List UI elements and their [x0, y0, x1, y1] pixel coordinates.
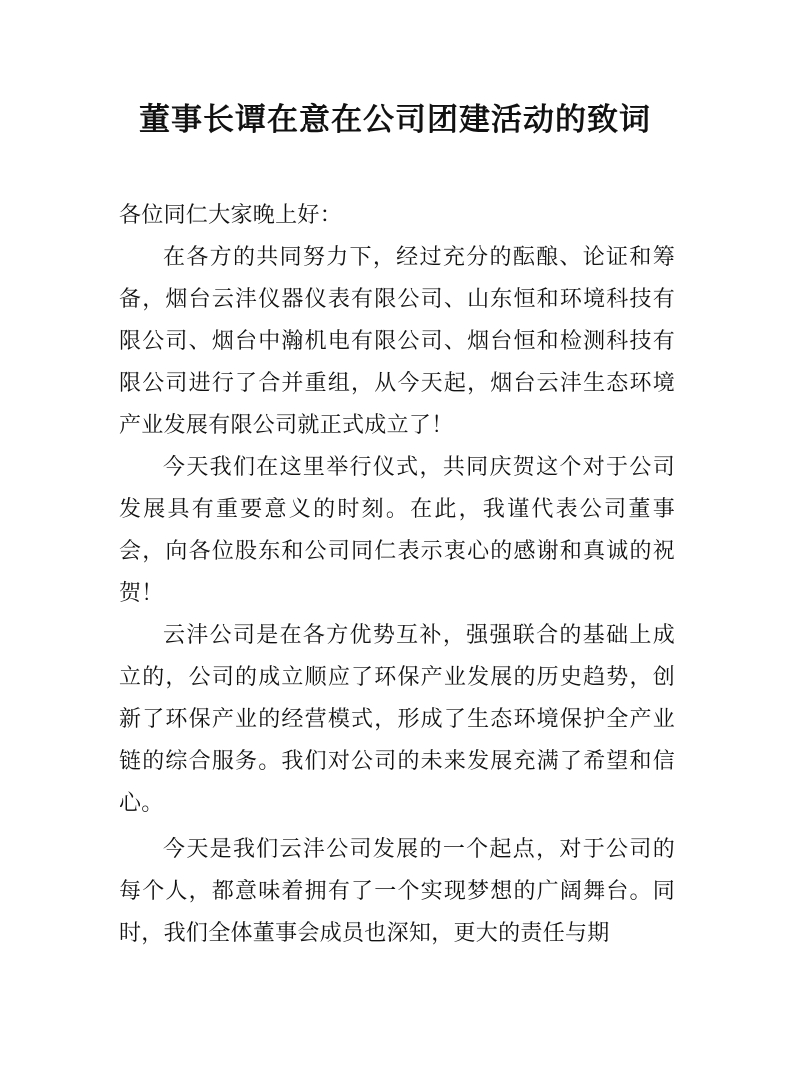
paragraph-1: 在各方的共同努力下，经过充分的酝酿、论证和筹备，烟台云沣仪器仪表有限公司、山东恒和环境科技有限公司、烟台中瀚机电有限公司、烟台恒和检测科技有限公司进行了合并重组，从今天起，烟台云沣生态环境产业发展有限公司就正式成立了！	[119, 245, 675, 438]
paragraph-4: 今天是我们云沣公司发展的一个起点，对于公司的每个人，都意味着拥有了一个实现梦想的广阔舞台。同时，我们全体董事会成员也深知，更大的责任与期	[119, 837, 675, 946]
paragraph-2: 今天我们在这里举行仪式，共同庆贺这个对于公司发展具有重要意义的时刻。在此，我谨代表公司董事会，向各位股东和公司同仁表示衷心的感谢和真诚的祝贺！	[119, 455, 675, 606]
page-title: 董事长谭在意在公司团建活动的致词	[139, 102, 651, 138]
greeting-line: 各位同仁大家晚上好：	[119, 203, 343, 228]
paragraph-3: 云沣公司是在各方优势互补，强强联合的基础上成立的，公司的成立顺应了环保产业发展的历史趋势，创新了环保产业的经营模式，形成了生态环境保护全产业链的综合服务。我们对公司的未来发展充满了希望和信心。	[119, 623, 675, 816]
speech-body	[119, 195, 675, 955]
